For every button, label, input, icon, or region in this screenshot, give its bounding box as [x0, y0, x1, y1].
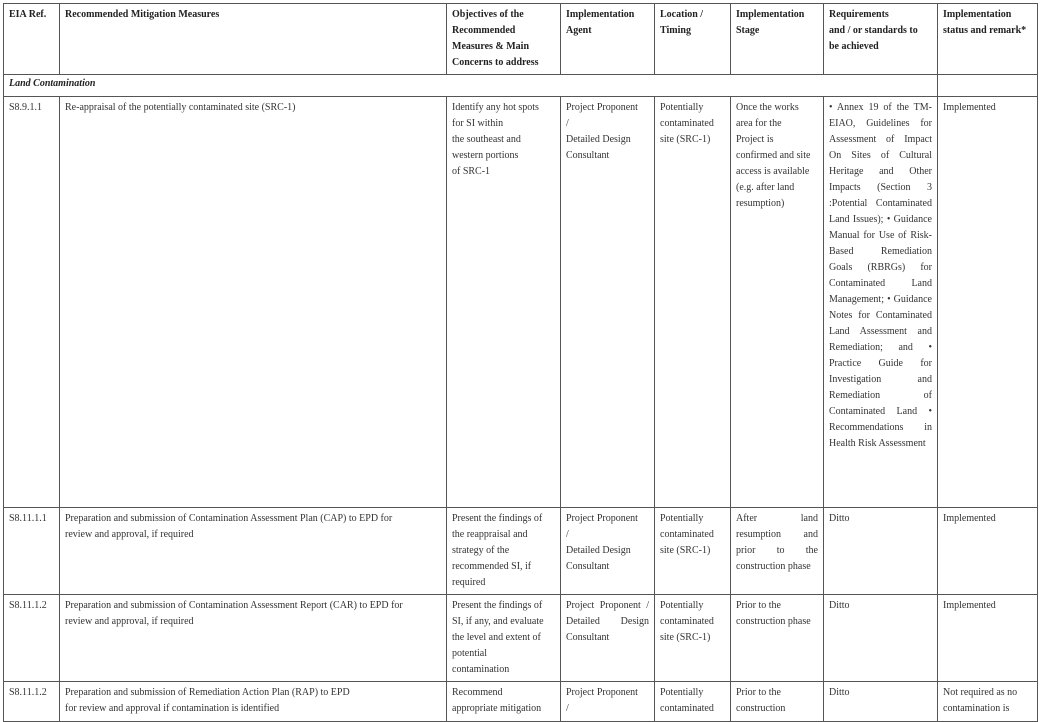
location-cell: Potentially contaminated site (SRC-1)	[655, 508, 731, 595]
requirements-cell: Ditto	[824, 595, 938, 682]
measure-cell: Preparation and submission of Remediation Action Plan (RAP) to EPD for review and approval if contamination is identified	[60, 682, 447, 722]
objectives-cell: Identify any hot spots for SI within the southeast and western portions of SRC-1	[447, 97, 561, 508]
table-row	[4, 682, 1038, 722]
table-row	[4, 97, 1038, 508]
section-title: Land Contamination	[4, 75, 938, 97]
status-cell: Implemented	[938, 508, 1038, 595]
objectives-cell: Present the findings of the reappraisal and strategy of the recommended SI, if required	[447, 508, 561, 595]
table-row	[4, 595, 1038, 682]
header-location-timing: Location / Timing	[655, 4, 731, 75]
header-implementation-agent: Implementation Agent	[561, 4, 655, 75]
measure-cell: Preparation and submission of Contamination Assessment Plan (CAP) to EPD for review and approval, if required	[60, 508, 447, 595]
measure-cell: Re-appraisal of the potentially contaminated site (SRC-1)	[60, 97, 447, 508]
mitigation-table	[3, 3, 1038, 722]
stage-cell: Prior to the construction	[731, 682, 824, 722]
agent-cell: Project Proponent / Detailed Design Consultant	[561, 595, 655, 682]
status-cell: Implemented	[938, 595, 1038, 682]
section-status-cell	[938, 75, 1038, 97]
mitigation-measures-document	[3, 3, 1037, 722]
stage-cell: Prior to the construction phase	[731, 595, 824, 682]
header-objectives: Objectives of the Recommended Measures & Main Concerns to address	[447, 4, 561, 75]
location-cell: Potentially contaminated site (SRC-1)	[655, 595, 731, 682]
header-implementation-status: Implementation status and remark*	[938, 4, 1038, 75]
agent-cell: Project Proponent / Detailed Design Consultant	[561, 97, 655, 508]
section-row	[4, 75, 1038, 97]
header-row	[4, 4, 1038, 75]
agent-cell: Project Proponent / Detailed Design Consultant	[561, 508, 655, 595]
objectives-cell: Present the findings of SI, if any, and evaluate the level and extent of potential contamination	[447, 595, 561, 682]
eia-ref-cell: S8.11.1.2	[4, 682, 60, 722]
status-cell: Implemented	[938, 97, 1038, 508]
status-cell: Not required as no contamination is	[938, 682, 1038, 722]
eia-ref-cell: S8.11.1.2	[4, 595, 60, 682]
eia-ref-cell: S8.9.1.1	[4, 97, 60, 508]
measure-cell: Preparation and submission of Contamination Assessment Report (CAR) to EPD for review and approval, if required	[60, 595, 447, 682]
header-implementation-stage: Implementation Stage	[731, 4, 824, 75]
location-cell: Potentially contaminated	[655, 682, 731, 722]
requirements-cell: Ditto	[824, 508, 938, 595]
location-cell: Potentially contaminated site (SRC-1)	[655, 97, 731, 508]
requirements-cell: • Annex 19 of the TM-EIAO, Guidelines for Assessment of Impact On Sites of Cultural Heritage and Other Impacts (Section 3 :Potential Contaminated Land Issues); • Guidance Manual for Use of Risk-Based Remediation Goals (RBRGs) for Contaminated Land Management; • Guidance Notes for Contaminated Land Assessment and Remediation; and • Practice Guide for Investigation and Remediation of Contaminated Land • Recommendations in Health Risk Assessment	[824, 97, 938, 508]
header-requirements: Requirements and / or standards to be achieved	[824, 4, 938, 75]
agent-cell: Project Proponent /	[561, 682, 655, 722]
stage-cell: After land resumption and prior to the construction phase	[731, 508, 824, 595]
objectives-cell: Recommend appropriate mitigation	[447, 682, 561, 722]
eia-ref-cell: S8.11.1.1	[4, 508, 60, 595]
table-row	[4, 508, 1038, 595]
stage-cell: Once the works area for the Project is confirmed and site access is available (e.g. after land resumption)	[731, 97, 824, 508]
requirements-cell: Ditto	[824, 682, 938, 722]
header-eia-ref: EIA Ref.	[4, 4, 60, 75]
header-mitigation-measures: Recommended Mitigation Measures	[60, 4, 447, 75]
